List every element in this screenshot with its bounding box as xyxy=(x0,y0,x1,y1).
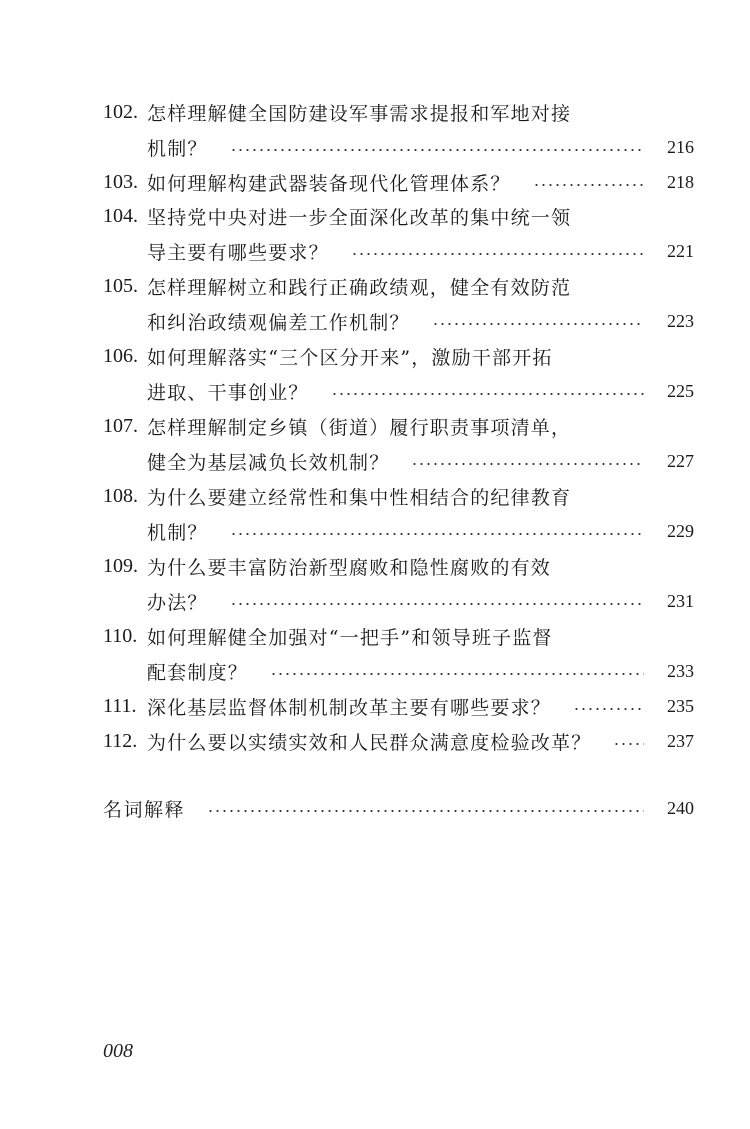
entry-page: 223 xyxy=(667,310,694,331)
entry-title: 怎样理解制定乡镇（街道）履行职责事项清单， xyxy=(147,416,572,439)
entry-number: 106. xyxy=(103,344,138,367)
entry-page: 216 xyxy=(667,136,694,157)
entry-title-cont: 配套制度？ xyxy=(147,661,249,684)
dot-leader xyxy=(331,393,644,395)
entry-page: 235 xyxy=(667,695,694,716)
entry-title-cont: 导主要有哪些要求？ xyxy=(147,241,329,264)
entry-number: 112. xyxy=(103,729,138,752)
dot-leader xyxy=(573,708,644,710)
entry-page: 237 xyxy=(667,730,694,751)
entry-page: 233 xyxy=(667,660,694,681)
dot-leader xyxy=(230,533,644,535)
entry-number: 107. xyxy=(103,414,138,437)
entry-title: 为什么要丰富防治新型腐败和隐性腐败的有效 xyxy=(147,556,552,579)
entry-number: 108. xyxy=(103,484,138,507)
dot-leader xyxy=(351,253,644,255)
toc-entry-105-line2[interactable] xyxy=(0,301,750,341)
toc-entry-108-line1[interactable] xyxy=(0,476,750,516)
toc-entry-107-line2[interactable] xyxy=(0,441,750,481)
toc-entry-106-line1[interactable] xyxy=(0,336,750,376)
toc-entry-glossary[interactable] xyxy=(103,788,694,828)
toc-entry-102-line2[interactable] xyxy=(0,127,750,167)
entry-page: 218 xyxy=(667,171,694,192)
toc-entry-107-line1[interactable] xyxy=(0,406,750,446)
entry-number: 111. xyxy=(103,694,137,717)
toc-entry-109-line2[interactable] xyxy=(0,581,750,621)
entry-title-cont: 和纠治政绩观偏差工作机制？ xyxy=(147,311,410,334)
entry-title-cont: 机制？ xyxy=(147,137,208,160)
toc-entry-105-line1[interactable] xyxy=(0,266,750,306)
entry-number: 105. xyxy=(103,274,138,297)
entry-title-cont: 办法？ xyxy=(147,591,208,614)
glossary-label: 名词解释 xyxy=(103,798,186,821)
toc-entry-104-line2[interactable] xyxy=(0,231,750,271)
dot-leader xyxy=(432,323,644,325)
entry-page: 221 xyxy=(667,240,694,261)
page-number: 008 xyxy=(103,1040,133,1062)
entry-title: 为什么要以实绩实效和人民群众满意度检验改革？ xyxy=(147,731,592,754)
entry-title-cont: 进取、干事创业？ xyxy=(147,381,309,404)
dot-leader xyxy=(411,463,644,465)
dot-leader xyxy=(533,184,644,186)
entry-page: 225 xyxy=(667,380,694,401)
entry-number: 102. xyxy=(103,100,138,123)
toc-entry-108-line2[interactable] xyxy=(0,511,750,551)
dot-leader xyxy=(270,673,644,675)
glossary-page: 240 xyxy=(667,797,694,818)
entry-title: 为什么要建立经常性和集中性相结合的纪律教育 xyxy=(147,486,572,509)
entry-title: 怎样理解健全国防建设军事需求提报和军地对接 xyxy=(147,102,572,125)
entry-title: 坚持党中央对进一步全面深化改革的集中统一领 xyxy=(147,206,572,229)
toc-entry-111[interactable] xyxy=(0,686,750,726)
entry-title-cont: 健全为基层减负长效机制？ xyxy=(147,451,390,474)
dot-leader xyxy=(230,149,644,151)
entry-page: 229 xyxy=(667,520,694,541)
toc-entry-102-line1[interactable] xyxy=(0,92,750,132)
entry-title: 如何理解健全加强对“一把手”和领导班子监督 xyxy=(147,626,553,649)
toc-entry-110-line2[interactable] xyxy=(0,651,750,691)
entry-number: 110. xyxy=(103,624,138,647)
dot-leader xyxy=(230,603,644,605)
dot-leader xyxy=(613,743,644,745)
toc-entry-106-line2[interactable] xyxy=(0,371,750,411)
entry-number: 104. xyxy=(103,204,138,227)
entry-title-cont: 机制？ xyxy=(147,521,208,544)
entry-page: 231 xyxy=(667,590,694,611)
entry-title: 怎样理解树立和践行正确政绩观，健全有效防范 xyxy=(147,276,572,299)
entry-title: 如何理解构建武器装备现代化管理体系？ xyxy=(147,172,511,195)
entry-number: 103. xyxy=(103,170,138,193)
entry-title: 如何理解落实“三个区分开来”，激励干部开拓 xyxy=(147,346,553,369)
entry-page: 227 xyxy=(667,450,694,471)
toc-entry-110-line1[interactable] xyxy=(0,616,750,656)
dot-leader xyxy=(207,810,644,812)
toc-entry-109-line1[interactable] xyxy=(0,546,750,586)
toc-entry-104-line1[interactable] xyxy=(0,196,750,236)
entry-number: 109. xyxy=(103,554,138,577)
entry-title: 深化基层监督体制机制改革主要有哪些要求？ xyxy=(147,696,552,719)
toc-entry-112[interactable] xyxy=(0,721,750,761)
